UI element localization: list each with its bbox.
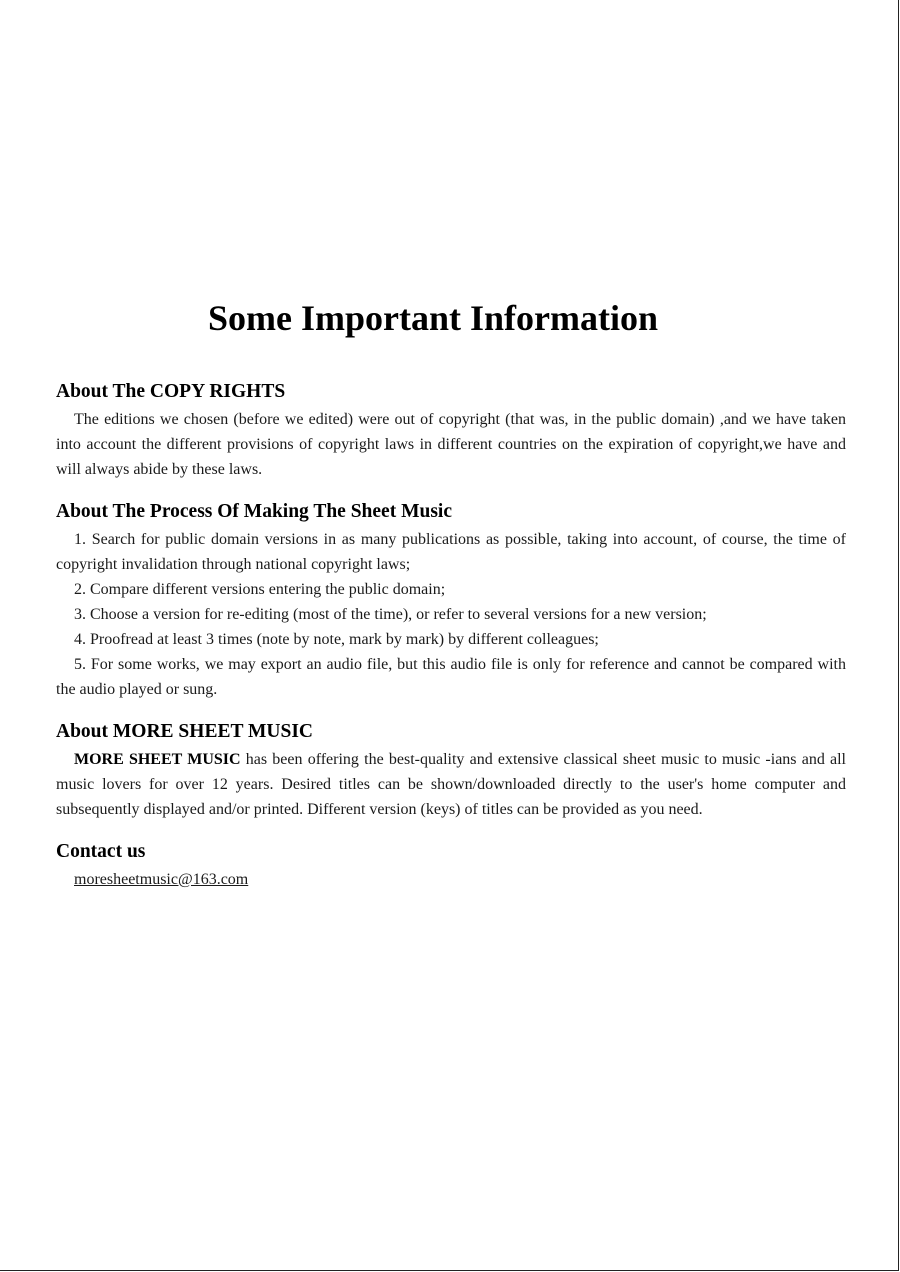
about-section — [56, 718, 846, 822]
copyright-paragraph: The editions we chosen (before we edited) were out of copyright (that was, in the public domain) ,and we have taken into account the different provisions of copyright laws in different countries on the expiration of copyright,we have and will always abide by these laws. — [56, 411, 846, 478]
brand-name: MORE SHEET MUSIC — [74, 751, 241, 768]
process-heading: About The Process Of Making The Sheet Music — [56, 501, 452, 522]
contact-heading: Contact us — [56, 841, 146, 862]
about-body-text: has been offering the best-quality and extensive classical sheet music to music -ians and all music lovers for over 12 years. Desired titles can be shown/downloaded directly to the user's home computer and subsequently displayed and/or printed. Different version (keys) of titles can be provided as you need. — [56, 751, 847, 818]
process-step: 2. Compare different versions entering the public domain; — [74, 581, 446, 598]
contact-section — [56, 838, 846, 892]
copyright-heading: About The COPY RIGHTS — [56, 381, 286, 402]
process-step: 1. Search for public domain versions in as many publications as possible, taking into account, of course, the time of copyright invalidation through national copyright laws; — [56, 531, 846, 573]
process-step: 5. For some works, we may export an audio file, but this audio file is only for reference and cannot be compared with the audio played or sung. — [56, 656, 846, 698]
process-step: 4. Proofread at least 3 times (note by note, mark by mark) by different colleagues; — [74, 631, 599, 648]
process-section — [56, 498, 846, 702]
content-body — [56, 378, 846, 908]
process-step: 3. Choose a version for re-editing (most of the time), or refer to several versions for a new version; — [74, 606, 707, 623]
page-title: Some Important Information — [208, 298, 658, 338]
copyright-section — [56, 378, 846, 482]
about-paragraph — [56, 747, 846, 822]
contact-email-link[interactable]: moresheetmusic@163.com — [74, 871, 249, 888]
about-heading: About MORE SHEET MUSIC — [56, 721, 313, 742]
